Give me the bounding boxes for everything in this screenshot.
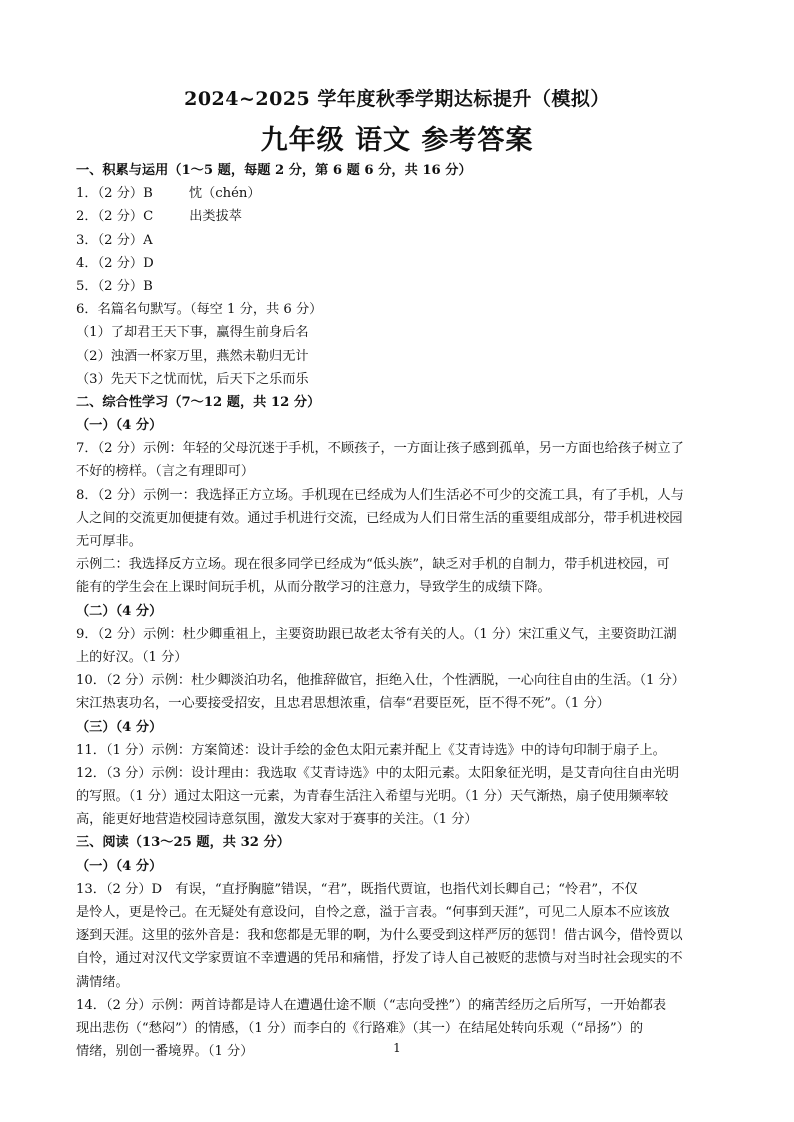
section-heading	[76, 716, 724, 739]
exam-title: 2024~2025 学年度秋季学期达标提升（模拟）	[184, 88, 610, 110]
answer-line	[76, 994, 724, 1017]
answer-line	[76, 553, 724, 576]
answer-line	[76, 1017, 724, 1040]
line-answer: 忱（chén）	[188, 186, 261, 202]
section-heading	[76, 855, 724, 878]
answer-line	[76, 205, 724, 228]
line-text: 的写照。（1 分）通过太阳这一元素，为青春生活注入希望与光明。（1 分）天气渐热，扇子使用频率较	[76, 789, 669, 805]
line-text: 宋江热衷功名，一心要接受招安，且忠君思想浓重，信奉“君要臣死，臣不得不死”。（1 分）	[76, 696, 610, 712]
answer-line	[76, 576, 724, 599]
answer-key-title: 九年级 语文 参考答案	[260, 125, 534, 156]
line-text: 10．（2 分）示例：杜少卿淡泊功名，他推辞做官，拒绝入仕，个性洒脱，一心向往自由的生活。（1 分）	[76, 673, 685, 689]
line-text: 14．（2 分）示例：两首诗都是诗人在遭遇仕途不顺（“志向受挫”）的痛苦经历之后所写，一开始都表	[76, 997, 667, 1013]
line-text: 2．（2 分）C	[76, 209, 154, 225]
line-text: 能有的学生会在上课时间玩手机，从而分散学习的注意力，导致学生的成绩下降。	[76, 580, 551, 596]
section-heading	[76, 831, 724, 854]
line-text: （3）先天下之忧而忧，后天下之乐而乐	[76, 371, 309, 387]
line-text: 满情绪。	[76, 974, 129, 990]
section-heading	[76, 159, 724, 182]
section-heading	[76, 414, 724, 437]
answer-line	[76, 924, 724, 947]
line-text: 示例二：我选择反方立场。现在很多同学已经成为“低头族”，缺乏对手机的自制力，带手机进校园，可	[76, 557, 670, 573]
line-text: 4．（2 分）D	[76, 255, 154, 271]
answer-line	[76, 878, 724, 901]
answer-line	[76, 669, 724, 692]
line-text: 现出悲伤（“愁闷”）的情感，（1 分）而李白的《行路难》（其一）在结尾处转向乐观（“昂扬”）的	[76, 1020, 644, 1036]
answer-line	[76, 808, 724, 831]
answer-line	[76, 460, 724, 483]
line-text: 人之间的交流更加便捷有效。通过手机进行交流，已经成为人们日常生活的重要组成部分，带手机进校园	[76, 510, 683, 526]
answer-line	[76, 275, 724, 298]
line-text: 是怜人，更是怜己。在无疑处有意设问，自怜之意，溢于言表。“何事到天涯”，可见二人原本不应该放	[76, 905, 670, 920]
line-text: 二、综合性学习（7～12 题，共 12 分）	[76, 394, 321, 410]
line-text: 12．（3 分）示例：设计理由：我选取《艾青诗选》中的太阳元素。太阳象征光明，是艾青向往自由光明	[76, 765, 680, 781]
line-text: 8．（2 分）示例一：我选择正方立场。手机现在已经成为人们生活必不可少的交流工具，有了手机，人与	[76, 487, 684, 503]
line-text: 逐到天涯。这里的弦外音是：我和您都是无罪的啊，为什么要受到这样严厉的惩罚！借古讽今，借怜贾以	[76, 928, 683, 944]
line-text: 1．（2 分）B	[76, 186, 153, 202]
answer-line	[76, 785, 724, 808]
answer-body	[76, 159, 724, 1063]
line-text: 不好的榜样。（言之有理即可）	[76, 464, 255, 480]
answer-line	[76, 252, 724, 275]
section-heading	[76, 600, 724, 623]
answer-line	[76, 530, 724, 553]
answer-line	[76, 947, 724, 970]
line-text: （二）（4 分）	[76, 603, 163, 619]
section-heading	[76, 391, 724, 414]
answer-line	[76, 623, 724, 646]
line-text: 自怜，通过对汉代文学家贾谊不幸遭遇的凭吊和痛惜，抒发了诗人自己被贬的悲愤与对当时社会现实的不	[76, 951, 683, 967]
answer-line	[76, 507, 724, 530]
answer-line	[76, 739, 724, 762]
line-text: 情绪，别创一番境界。（1 分）	[76, 1044, 254, 1060]
page-number: 1	[393, 1041, 401, 1055]
answer-line	[76, 901, 724, 924]
answer-line	[76, 762, 724, 785]
line-text: （三）（4 分）	[76, 719, 163, 735]
answer-line	[76, 484, 724, 507]
line-text: （1）了却君王天下事，赢得生前身后名	[76, 325, 309, 341]
answer-line	[76, 368, 724, 391]
line-text: 无可厚非。	[76, 534, 142, 549]
line-text: 11．（1 分）示例：方案简述：设计手绘的金色太阳元素并配上《艾青诗选》中的诗句印制于扇子上。	[76, 742, 666, 758]
line-text: （一）（4 分）	[76, 858, 163, 874]
answer-line	[76, 229, 724, 252]
line-text: 三、阅读（13～25 题，共 32 分）	[76, 835, 290, 851]
answer-line	[76, 298, 724, 321]
answer-line	[76, 345, 724, 368]
answer-line	[76, 646, 724, 669]
line-answer: 出类拔萃	[189, 209, 242, 225]
answer-line	[76, 971, 724, 994]
line-text: 7．（2 分）示例：年轻的父母沉迷于手机，不顾孩子，一方面让孩子感到孤单，另一方面也给孩子树立了	[76, 441, 684, 457]
line-text: 9．（2 分）示例：杜少卿重祖上，主要资助跟已故老太爷有关的人。（1 分）宋江重义气，主要资助江湖	[76, 626, 677, 642]
line-text: 高，能更好地营造校园诗意氛围，激发大家对于赛事的关注。（1 分）	[76, 812, 478, 828]
line-text: 3．（2 分）A	[76, 232, 153, 248]
line-text: （2）浊酒一杯家万里，燕然未勒归无计	[76, 348, 309, 364]
line-text: 5．（2 分）B	[76, 278, 153, 294]
line-text: 一、积累与运用（1～5 题，每题 2 分，第 6 题 6 分，共 16 分）	[76, 163, 472, 178]
answer-line	[76, 692, 724, 715]
answer-line	[76, 182, 724, 205]
line-text: （一）（4 分）	[76, 418, 163, 434]
line-text: 13．（2 分）D 有误，“直抒胸臆”错误，“君”，既指代贾谊，也指代刘长卿自己；“怜君”，不仅	[76, 881, 638, 897]
line-text: 上的好汉。（1 分）	[76, 649, 188, 665]
line-text: 6．名篇名句默写。（每空 1 分，共 6 分）	[76, 302, 323, 318]
answer-line	[76, 437, 724, 460]
answer-line	[76, 321, 724, 344]
